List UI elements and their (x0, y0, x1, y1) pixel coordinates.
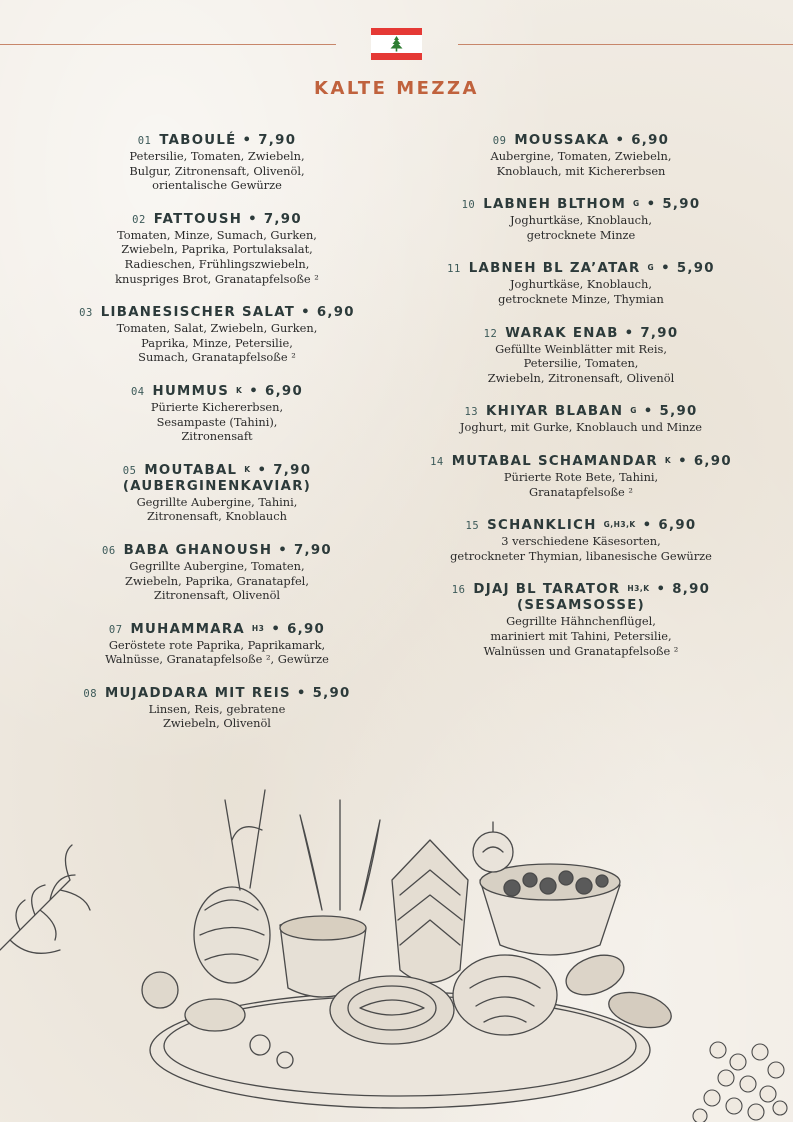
menu-item-name: BABA GHANOUSH (123, 542, 273, 558)
menu-item-title: 15 SCHANKLICH $^{G,H3,K}$ • 6,90 (465, 518, 697, 534)
menu-item-price: 6,90 (265, 383, 304, 399)
menu-item-description: Gegrillte Hähnchenflügel, mariniert mit Tahini, Petersilie, Walnüssen und Granatapfelsoße ² (483, 614, 679, 658)
allergen-code: K (664, 455, 672, 465)
menu-item (40, 384, 394, 444)
menu-column-left (40, 133, 394, 750)
menu-item-number: 16 (451, 584, 466, 597)
menu-item-title: 06 BABA GHANOUSH • 7,90 (102, 542, 332, 558)
menu-item-title: 08 MUJADDARA MIT REIS • 5,90 (83, 685, 351, 701)
menu-item-description: Joghurt, mit Gurke, Knoblauch und Minze (459, 420, 703, 435)
allergen-code: G,H3,K (603, 520, 636, 530)
menu-item-title: 03 LIBANESISCHER SALAT • 6,90 (79, 305, 355, 321)
menu-item-subtitle: (SESAMSOSSE) (516, 598, 646, 614)
menu-item (408, 326, 754, 386)
menu-item (40, 463, 394, 524)
menu-item (40, 622, 394, 667)
menu-item-price: 8,90 (672, 582, 711, 598)
menu-item-price: 6,90 (693, 453, 732, 469)
allergen-code: G (633, 199, 640, 209)
menu-item-price: 7,90 (263, 211, 302, 227)
lebanon-flag-icon (371, 28, 422, 60)
menu-item-name: MUJADDARA MIT REIS (104, 685, 291, 701)
menu-item-number: 02 (132, 213, 146, 226)
menu-item-number: 14 (430, 455, 444, 468)
menu-item-description: Aubergine, Tomaten, Zwiebeln, Knoblauch, mit Kichererbsen (490, 149, 672, 178)
menu-item-title: 12 WARAK ENAB • 7,90 (483, 325, 679, 341)
menu-item-number: 12 (483, 327, 498, 340)
menu-item (40, 543, 394, 603)
menu-item (408, 197, 754, 242)
menu-item-name: LIBANESISCHER SALAT (100, 305, 296, 321)
menu-item-title: 07 MUHAMMARA $^{H3}$ • 6,90 (108, 621, 326, 637)
menu-item-price: 5,90 (659, 404, 698, 420)
menu-item-price: 7,90 (293, 542, 332, 558)
menu-item-name: LABNEH BLTHOM (483, 197, 627, 213)
menu-item-description: Joghurtkäse, Knoblauch, getrocknete Minze (509, 213, 653, 242)
menu-item-number: 08 (83, 687, 98, 700)
menu-item (408, 454, 754, 499)
menu-item-title: 14 MUTABAL SCHAMANDAR $^K$ • 6,90 (430, 453, 732, 469)
menu-item-number: 11 (447, 263, 461, 276)
menu-item-description: Tomaten, Salat, Zwiebeln, Gurken, Paprika, Minze, Petersilie, Sumach, Granatapfelsoße ² (116, 321, 318, 365)
menu-item-number: 07 (108, 623, 123, 636)
allergen-code: G (647, 263, 655, 273)
menu-item-title: 02 FATTOUSH • 7,90 (132, 211, 302, 227)
menu-item-name: MOUSSAKA (514, 133, 610, 148)
menu-item-name: HUMMUS (152, 383, 230, 399)
menu-item-number: 13 (464, 406, 479, 419)
section-title: KALTE MEZZA (314, 78, 479, 99)
menu-item-price: 6,90 (287, 621, 326, 637)
menu-column-right (408, 133, 754, 677)
allergen-code: G (630, 406, 637, 416)
menu-item (408, 261, 754, 306)
menu-item-description: Pürierte Kichererbsen, Sesampaste (Tahini), Zitronensaft (150, 399, 284, 444)
menu-item-price: 7,90 (273, 462, 312, 478)
menu-item-description: Gefüllte Weinblätter mit Reis, Petersilie, Tomaten, Zwiebeln, Zitronensaft, Olivenöl (487, 341, 675, 385)
menu-item-price: 5,90 (676, 261, 715, 277)
menu-item-description: Petersilie, Tomaten, Zwiebeln, Bulgur, Zitronensaft, Olivenöl, orientalische Gewürze (129, 149, 305, 193)
header-rule-right (458, 44, 793, 45)
menu-item-price: 5,90 (312, 685, 351, 701)
menu-item-title: 11 LABNEH BL ZA’ATAR $^G$ • 5,90 (447, 261, 715, 277)
menu-item (408, 518, 754, 563)
menu-item-number: 06 (102, 544, 116, 557)
menu-item-price: 6,90 (658, 518, 697, 534)
menu-item-name: MUHAMMARA (130, 621, 245, 637)
menu-item-name: DJAJ BL TARATOR (473, 582, 621, 598)
menu-item-name: MOUTABAL (144, 462, 238, 478)
menu-item-description: Linsen, Reis, gebratene Zwiebeln, Olivenöl (148, 701, 286, 731)
menu-item-description: Pürierte Rote Bete, Tahini, Granatapfelsoße ² (503, 469, 659, 499)
allergen-code: K (244, 464, 251, 474)
menu-item-title: 16 DJAJ BL TARATOR $^{H3,K}$ • 8,90 (451, 582, 711, 598)
menu-item (40, 133, 394, 193)
menu-item-name: KHIYAR BLABAN (486, 404, 624, 420)
cedar-tree-icon (388, 36, 405, 52)
menu-item-name: LABNEH BL ZA’ATAR (468, 261, 641, 277)
menu-item-description: Gegrillte Aubergine, Tahini, Zitronensaft, Knoblauch (136, 494, 298, 524)
menu-item (40, 305, 394, 365)
menu-item-title: 09 MOUSSAKA • 6,90 (492, 133, 670, 148)
menu-item-number: 03 (79, 307, 93, 320)
menu-item-description: Gegrillte Aubergine, Tomaten, Zwiebeln, Paprika, Granatapfel, Zitronensaft, Olivenöl (125, 558, 309, 603)
menu-item-number: 05 (122, 464, 137, 477)
mezza-platter-illustration (0, 760, 793, 1122)
menu-item-name: TABOULÉ (159, 133, 237, 148)
menu-item (408, 133, 754, 178)
menu-item-price: 6,90 (316, 305, 355, 321)
menu-item-number: 10 (461, 199, 476, 212)
menu-item-name: FATTOUSH (153, 211, 243, 227)
menu-item-name: SCHANKLICH (487, 518, 597, 534)
menu-item-title: 13 KHIYAR BLABAN $^G$ • 5,90 (464, 404, 698, 420)
menu-item-description: Tomaten, Minze, Sumach, Gurken, Zwiebeln, Paprika, Portulaksalat, Radieschen, Frühlingszwiebeln, knuspriges Brot, Granatapfelsoße ² (115, 227, 319, 286)
menu-item (40, 686, 394, 731)
menu-item (408, 404, 754, 435)
menu-item-title: 04 HUMMUS $^K$ • 6,90 (130, 383, 304, 399)
allergen-code: H3 (251, 623, 265, 633)
menu-item-number: 15 (465, 520, 480, 533)
menu-item-price: 7,90 (640, 325, 679, 341)
menu-item-description: Joghurtkäse, Knoblauch, getrocknete Minze, Thymian (498, 277, 664, 306)
menu-item (408, 582, 754, 658)
header-rule-left (0, 44, 336, 45)
menu-item-title: 01 TABOULÉ • 7,90 (137, 133, 297, 148)
menu-item-description: 3 verschiedene Käsesorten, getrockneter Thymian, libanesische Gewürze (450, 534, 712, 563)
menu-item-number: 09 (492, 135, 507, 147)
menu-item-number: 01 (137, 135, 152, 147)
menu-item-subtitle: (AUBERGINENKAVIAR) (122, 478, 312, 494)
menu-item-title: 05 MOUTABAL $^K$ • 7,90 (122, 462, 312, 478)
allergen-code: K (236, 385, 243, 395)
menu-item-price: 5,90 (662, 197, 701, 213)
menu-item-title: 10 LABNEH BLTHOM $^G$ • 5,90 (461, 197, 701, 213)
menu-item (40, 212, 394, 286)
menu-item-price: 6,90 (631, 133, 670, 148)
menu-item-number: 04 (130, 385, 145, 398)
menu-item-description: Geröstete rote Paprika, Paprikamark, Walnüsse, Granatapfelsoße ², Gewürze (105, 637, 329, 667)
menu-item-name: MUTABAL SCHAMANDAR (451, 453, 658, 469)
menu-item-price: 7,90 (258, 133, 297, 148)
allergen-code: H3,K (627, 584, 650, 594)
menu-item-name: WARAK ENAB (505, 325, 619, 341)
